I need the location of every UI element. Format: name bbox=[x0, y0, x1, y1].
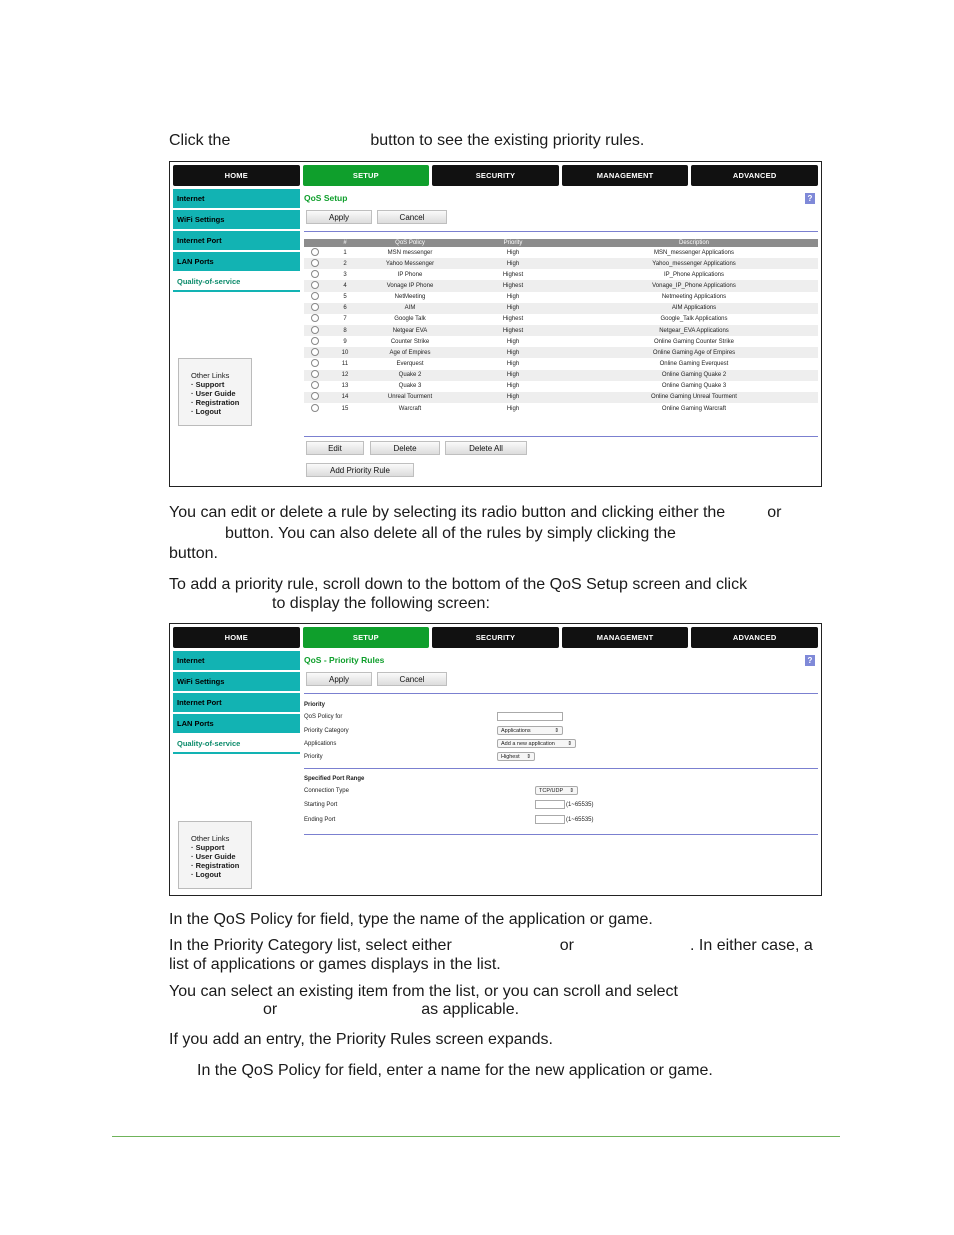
row-radio-button[interactable] bbox=[311, 348, 319, 356]
delete-button[interactable]: Delete bbox=[370, 441, 440, 455]
priority-select[interactable] bbox=[497, 752, 535, 761]
row-number: 15 bbox=[341, 405, 349, 412]
other-links-box bbox=[178, 358, 252, 426]
divider bbox=[304, 693, 818, 694]
table-row bbox=[304, 269, 818, 280]
row-priority: High bbox=[506, 360, 520, 367]
chevron-updown-icon: ⇕ bbox=[569, 787, 574, 794]
link-user-guide-label: User Guide bbox=[195, 389, 236, 398]
sidebar-item-internet[interactable]: Internet bbox=[173, 189, 300, 208]
expand-paragraph: If you add an entry, the Priority Rules screen expands. bbox=[169, 1031, 553, 1048]
starting-port-input[interactable] bbox=[535, 800, 565, 809]
row-qos-policy: Quake 2 bbox=[364, 370, 456, 381]
row-number: 10 bbox=[326, 347, 364, 358]
qos-rules-table bbox=[304, 239, 818, 414]
select-item-paragraph-line2: or as applicable. bbox=[263, 1001, 520, 1018]
row-priority: High bbox=[506, 249, 520, 256]
nav-tab-security[interactable]: SECURITY bbox=[432, 627, 559, 648]
table-row bbox=[304, 381, 818, 392]
nav-tab-advanced[interactable]: ADVANCED bbox=[691, 165, 818, 186]
row-description: IP_Phone Applications bbox=[663, 271, 725, 278]
nav-tab-home[interactable]: HOME bbox=[173, 627, 300, 648]
row-radio-button[interactable] bbox=[311, 381, 319, 389]
nav-tab-advanced[interactable]: ADVANCED bbox=[691, 627, 818, 648]
qos-setup-screenshot bbox=[169, 161, 822, 487]
priority-label: Priority bbox=[304, 754, 323, 760]
table-row bbox=[304, 303, 818, 314]
cancel-button[interactable]: Cancel bbox=[377, 210, 447, 224]
row-select-cell bbox=[304, 358, 326, 369]
sidebar-item-quality-of-service[interactable]: Quality-of-service bbox=[173, 273, 300, 292]
row-qos-policy: IP Phone bbox=[397, 271, 423, 278]
apply-button[interactable]: Apply bbox=[306, 672, 372, 686]
link-registration[interactable]: · Registration bbox=[191, 861, 240, 870]
intro-paragraph: Click the button to see the existing priority rules. bbox=[169, 132, 645, 149]
row-qos-policy: Vonage IP Phone bbox=[364, 280, 456, 291]
row-description: Vonage_IP_Phone Applications bbox=[570, 280, 818, 291]
applications-label: Applications bbox=[304, 741, 337, 747]
add-priority-rule-button[interactable]: Add Priority Rule bbox=[306, 463, 414, 477]
divider bbox=[304, 436, 818, 437]
row-qos-policy: Yahoo Messenger bbox=[364, 258, 456, 269]
row-qos-policy: Warcraft bbox=[398, 405, 422, 412]
row-number: 11 bbox=[341, 360, 349, 367]
row-radio-button[interactable] bbox=[311, 259, 319, 267]
nav-tab-management[interactable]: MANAGEMENT bbox=[562, 165, 689, 186]
row-select-cell bbox=[304, 370, 326, 381]
row-radio-button[interactable] bbox=[311, 370, 319, 378]
chevron-updown-icon: ⇕ bbox=[567, 740, 572, 747]
nav-tab-management[interactable]: MANAGEMENT bbox=[562, 627, 689, 648]
col-priority: Priority bbox=[456, 239, 570, 247]
table-row bbox=[304, 403, 818, 414]
starting-port-label: Starting Port bbox=[304, 802, 338, 808]
row-select-cell bbox=[304, 392, 326, 403]
connection-type-select[interactable] bbox=[535, 786, 578, 795]
priority-category-label: Priority Category bbox=[304, 728, 349, 734]
row-radio-button[interactable] bbox=[311, 326, 319, 334]
row-qos-policy: Google Talk bbox=[394, 316, 426, 323]
sidebar-item-internet-port[interactable]: Internet Port bbox=[173, 231, 300, 250]
row-description: MSN_messenger Applications bbox=[653, 249, 735, 256]
row-select-cell bbox=[304, 292, 326, 303]
add-rule-paragraph-line1: To add a priority rule, scroll down to the bottom of the QoS Setup screen and click bbox=[169, 576, 748, 593]
ending-port-label: Ending Port bbox=[304, 817, 336, 823]
row-number: 12 bbox=[326, 370, 364, 381]
row-number: 5 bbox=[343, 294, 347, 301]
add-rule-paragraph-line2: to display the following screen: bbox=[272, 595, 490, 612]
sidebar-item-wifi-settings[interactable]: WiFi Settings bbox=[173, 672, 300, 691]
sidebar-item-wifi-settings[interactable]: WiFi Settings bbox=[173, 210, 300, 229]
connection-type-value: TCP/UDP bbox=[539, 787, 564, 794]
row-priority: High bbox=[456, 370, 570, 381]
row-description: Netmeeting Applications bbox=[661, 294, 727, 301]
col-qos-policy: QoS Policy bbox=[364, 239, 456, 247]
apply-button[interactable]: Apply bbox=[306, 210, 372, 224]
sidebar-item-internet-port[interactable]: Internet Port bbox=[173, 693, 300, 712]
top-nav bbox=[173, 627, 818, 648]
row-number: 8 bbox=[326, 325, 364, 336]
row-select-cell bbox=[304, 403, 326, 414]
link-logout[interactable]: · Logout bbox=[191, 870, 221, 879]
connection-type-label: Connection Type bbox=[304, 788, 349, 794]
row-priority: High bbox=[506, 294, 520, 301]
cancel-button[interactable]: Cancel bbox=[377, 672, 447, 686]
help-icon[interactable]: ? bbox=[805, 655, 815, 666]
row-select-cell bbox=[304, 325, 326, 336]
row-priority: High bbox=[456, 392, 570, 403]
row-qos-policy: Everquest bbox=[396, 360, 424, 367]
link-user-guide[interactable]: · User Guide bbox=[191, 389, 236, 398]
qos-priority-rules-screenshot bbox=[169, 623, 822, 896]
nav-tab-home[interactable]: HOME bbox=[173, 165, 300, 186]
sidebar-item-lan-ports[interactable]: LAN Ports bbox=[173, 252, 300, 271]
row-radio-button[interactable] bbox=[311, 248, 319, 256]
priority-category-paragraph-line2: list of applications or games displays in the list. bbox=[169, 956, 501, 973]
row-select-cell bbox=[304, 269, 326, 280]
row-priority: High bbox=[456, 347, 570, 358]
row-select-cell bbox=[304, 347, 326, 358]
row-priority: High bbox=[456, 258, 570, 269]
link-registration-label: Registration bbox=[195, 861, 240, 870]
row-radio-button[interactable] bbox=[311, 281, 319, 289]
row-number: 2 bbox=[326, 258, 364, 269]
table-row bbox=[304, 358, 818, 369]
row-priority: Highest bbox=[502, 316, 524, 323]
new-application-step: In the QoS Policy for field, enter a name for the new application or game. bbox=[197, 1062, 713, 1079]
nav-tab-setup[interactable]: SETUP bbox=[303, 627, 430, 648]
chevron-updown-icon: ⇕ bbox=[526, 753, 531, 760]
table-header bbox=[304, 239, 818, 247]
row-description: Google_Talk Applications bbox=[660, 316, 728, 323]
row-select-cell bbox=[304, 336, 326, 347]
row-description: Netgear_EVA Applications bbox=[570, 325, 818, 336]
row-qos-policy: AIM bbox=[364, 303, 456, 314]
link-support-label: Support bbox=[195, 843, 225, 852]
page-title: QoS Setup bbox=[304, 193, 348, 203]
col-select bbox=[304, 239, 326, 247]
row-description: Online Gaming Everquest bbox=[659, 360, 729, 367]
row-radio-button[interactable] bbox=[311, 359, 319, 367]
port-range-section-label: Specified Port Range bbox=[304, 776, 365, 782]
row-radio-button[interactable] bbox=[311, 270, 319, 278]
row-radio-button[interactable] bbox=[311, 314, 319, 322]
other-links-title: Other Links bbox=[191, 371, 230, 380]
table-row bbox=[304, 325, 818, 336]
divider bbox=[304, 834, 818, 835]
edit-delete-paragraph-line3: button. bbox=[169, 545, 218, 562]
row-description: Online Gaming Age of Empires bbox=[570, 347, 818, 358]
row-qos-policy: Quake 3 bbox=[398, 383, 422, 390]
row-priority: Highest bbox=[456, 325, 570, 336]
sidebar-item-lan-ports[interactable]: LAN Ports bbox=[173, 714, 300, 733]
link-logout-label: Logout bbox=[195, 407, 221, 416]
row-number: 3 bbox=[343, 271, 347, 278]
table-row bbox=[304, 247, 818, 258]
row-qos-policy: NetMeeting bbox=[394, 294, 426, 301]
row-qos-policy: Age of Empires bbox=[364, 347, 456, 358]
help-icon[interactable]: ? bbox=[805, 193, 815, 204]
row-radio-button[interactable] bbox=[311, 392, 319, 400]
row-number: 13 bbox=[341, 383, 349, 390]
row-priority: Highest bbox=[456, 280, 570, 291]
row-number: 6 bbox=[326, 303, 364, 314]
row-select-cell bbox=[304, 258, 326, 269]
row-description: Online Gaming Quake 2 bbox=[570, 370, 818, 381]
row-qos-policy: Counter Strike bbox=[390, 338, 430, 345]
row-priority: High bbox=[456, 303, 570, 314]
row-description: Yahoo_messenger Applications bbox=[570, 258, 818, 269]
nav-tab-security[interactable]: SECURITY bbox=[432, 165, 559, 186]
row-select-cell bbox=[304, 314, 326, 325]
select-item-paragraph-line1: You can select an existing item from the list, or you can scroll and select bbox=[169, 983, 678, 1000]
row-radio-button[interactable] bbox=[311, 303, 319, 311]
ending-port-hint: (1~65535) bbox=[566, 817, 594, 823]
row-description: Online Gaming Quake 3 bbox=[661, 383, 727, 390]
row-number: 7 bbox=[343, 316, 347, 323]
row-description: AIM Applications bbox=[570, 303, 818, 314]
applications-value: Add a new application bbox=[501, 740, 555, 747]
edit-delete-paragraph-line1: You can edit or delete a rule by selecting its radio button and clicking either the or bbox=[169, 504, 782, 521]
sidebar-item-internet[interactable]: Internet bbox=[173, 651, 300, 670]
table-row bbox=[304, 347, 818, 358]
row-select-cell bbox=[304, 303, 326, 314]
other-links-title: Other Links bbox=[191, 834, 230, 843]
main-panel bbox=[304, 651, 818, 891]
row-priority: Highest bbox=[502, 271, 524, 278]
applications-select[interactable] bbox=[497, 739, 576, 748]
table-row bbox=[304, 370, 818, 381]
divider bbox=[304, 768, 818, 769]
priority-category-select[interactable] bbox=[497, 726, 563, 735]
row-select-cell bbox=[304, 280, 326, 291]
priority-category-paragraph-line1: In the Priority Category list, select either or . In either case, a bbox=[169, 937, 813, 954]
chevron-updown-icon: ⇕ bbox=[554, 727, 559, 734]
col-number: # bbox=[326, 239, 364, 247]
sidebar-item-quality-of-service[interactable]: Quality-of-service bbox=[173, 735, 300, 754]
table-row bbox=[304, 292, 818, 303]
link-registration-label: Registration bbox=[195, 398, 240, 407]
row-priority: High bbox=[506, 383, 520, 390]
ending-port-input[interactable] bbox=[535, 815, 565, 824]
main-panel bbox=[304, 189, 818, 483]
edit-button[interactable]: Edit bbox=[306, 441, 364, 455]
sidebar bbox=[173, 651, 300, 756]
priority-category-value: Applications bbox=[501, 727, 531, 734]
table-row bbox=[304, 258, 818, 269]
table-row bbox=[304, 314, 818, 325]
sidebar bbox=[173, 189, 300, 294]
row-qos-policy: MSN messenger bbox=[387, 249, 433, 256]
divider bbox=[304, 231, 818, 232]
row-priority: High bbox=[506, 338, 520, 345]
priority-section-label: Priority bbox=[304, 702, 326, 708]
qos-policy-for-input[interactable] bbox=[497, 712, 563, 721]
row-select-cell bbox=[304, 381, 326, 392]
row-qos-policy: Netgear EVA bbox=[364, 325, 456, 336]
table-row bbox=[304, 392, 818, 403]
link-support[interactable]: · Support bbox=[191, 380, 225, 389]
row-description: Online Gaming Counter Strike bbox=[653, 338, 735, 345]
qos-policy-for-label: QoS Policy for bbox=[304, 714, 343, 720]
row-description: Online Gaming Warcraft bbox=[661, 405, 727, 412]
step-qos-policy-paragraph: In the QoS Policy for field, type the name of the application or game. bbox=[169, 911, 653, 928]
footer-divider bbox=[112, 1136, 840, 1137]
row-radio-button[interactable] bbox=[311, 404, 319, 412]
top-nav bbox=[173, 165, 818, 186]
link-logout[interactable]: · Logout bbox=[191, 407, 221, 416]
row-radio-button[interactable] bbox=[311, 337, 319, 345]
other-links-box bbox=[178, 821, 252, 889]
row-radio-button[interactable] bbox=[311, 292, 319, 300]
row-number: 14 bbox=[326, 392, 364, 403]
row-number: 1 bbox=[343, 249, 347, 256]
link-logout-label: Logout bbox=[195, 870, 221, 879]
link-support[interactable]: · Support bbox=[191, 843, 225, 852]
row-description: Online Gaming Unreal Tourment bbox=[570, 392, 818, 403]
row-select-cell bbox=[304, 247, 326, 258]
table-row bbox=[304, 336, 818, 347]
edit-delete-paragraph-line2: button. You can also delete all of the rules by simply clicking the bbox=[225, 525, 676, 542]
nav-tab-setup[interactable]: SETUP bbox=[303, 165, 430, 186]
link-support-label: Support bbox=[195, 380, 225, 389]
link-user-guide-label: User Guide bbox=[195, 852, 236, 861]
delete-all-button[interactable]: Delete All bbox=[445, 441, 527, 455]
link-registration[interactable]: · Registration bbox=[191, 398, 240, 407]
col-description: Description bbox=[570, 239, 818, 247]
starting-port-hint: (1~65535) bbox=[566, 802, 594, 808]
row-number: 4 bbox=[326, 280, 364, 291]
link-user-guide[interactable]: · User Guide bbox=[191, 852, 236, 861]
priority-value: Highest bbox=[501, 753, 520, 760]
row-qos-policy: Unreal Tourment bbox=[364, 392, 456, 403]
table-body bbox=[304, 247, 818, 414]
table-row bbox=[304, 280, 818, 291]
row-number: 9 bbox=[343, 338, 347, 345]
page-title: QoS - Priority Rules bbox=[304, 655, 385, 665]
row-priority: High bbox=[506, 405, 520, 412]
